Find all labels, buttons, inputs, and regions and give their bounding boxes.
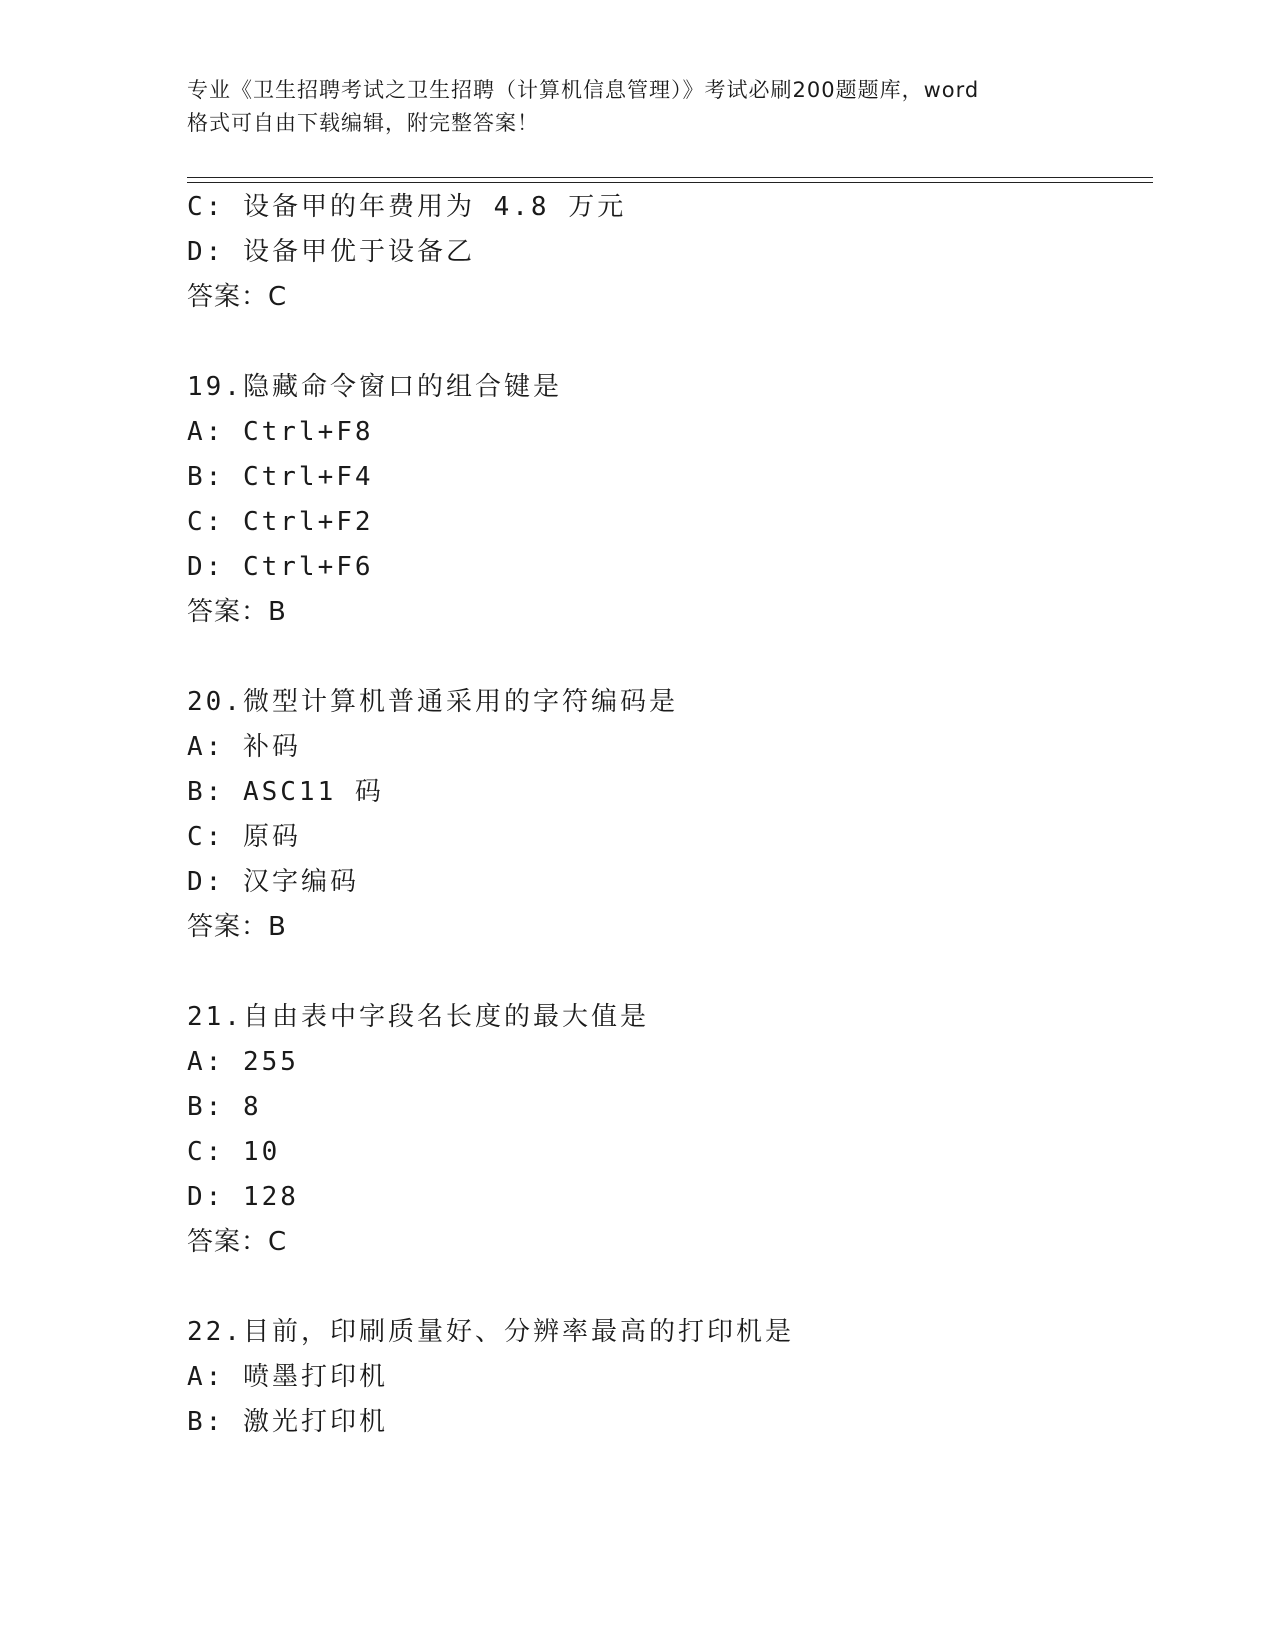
header-divider-top xyxy=(187,177,1153,178)
prev-option-d: D: 设备甲优于设备乙 xyxy=(187,237,475,267)
q19-question: 19.隐藏命令窗口的组合键是 xyxy=(187,372,562,402)
q21-option-b: B: 8 xyxy=(187,1092,262,1122)
q19-option-b: B: Ctrl+F4 xyxy=(187,462,374,492)
q19-answer: 答案：B xyxy=(187,597,287,627)
prev-option-c: C: 设备甲的年费用为 4.8 万元 xyxy=(187,192,627,222)
header-line-1: 专业《卫生招聘考试之卫生招聘（计算机信息管理）》考试必刷200题题库，word xyxy=(187,78,980,102)
q20-answer: 答案：B xyxy=(187,912,287,942)
q19-option-d: D: Ctrl+F6 xyxy=(187,552,374,582)
header-line-2: 格式可自由下载编辑，附完整答案！ xyxy=(187,111,539,135)
q19-option-a: A: Ctrl+F8 xyxy=(187,417,374,447)
document-header xyxy=(187,74,1087,140)
q22-option-b: B: 激光打印机 xyxy=(187,1407,388,1437)
q20-option-b: B: ASC11 码 xyxy=(187,777,384,807)
q20-option-c: C: 原码 xyxy=(187,822,301,852)
q20-question: 20.微型计算机普通采用的字符编码是 xyxy=(187,687,678,717)
q19-option-c: C: Ctrl+F2 xyxy=(187,507,374,537)
q21-question: 21.自由表中字段名长度的最大值是 xyxy=(187,1002,649,1032)
q20-option-a: A: 补码 xyxy=(187,732,301,762)
q21-option-c: C: 10 xyxy=(187,1137,281,1167)
q20-option-d: D: 汉字编码 xyxy=(187,867,359,897)
q21-answer: 答案：C xyxy=(187,1227,288,1257)
q22-question: 22.目前，印刷质量好、分辨率最高的打印机是 xyxy=(187,1317,794,1347)
prev-answer: 答案：C xyxy=(187,282,288,312)
header-divider-bottom xyxy=(187,182,1153,183)
q21-option-d: D: 128 xyxy=(187,1182,299,1212)
q21-option-a: A: 255 xyxy=(187,1047,299,1077)
q22-option-a: A: 喷墨打印机 xyxy=(187,1362,388,1392)
